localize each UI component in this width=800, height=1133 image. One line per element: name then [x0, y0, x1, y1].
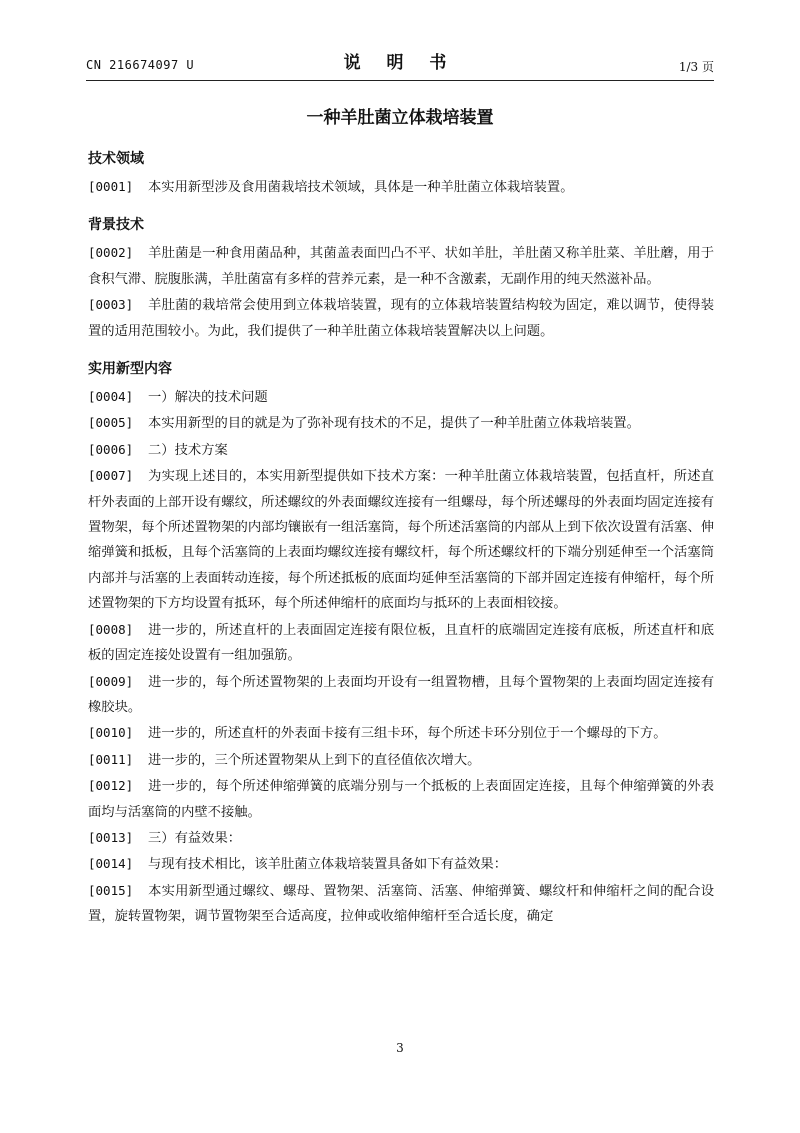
page-number: 3 — [396, 1041, 404, 1055]
paragraph-number: [0002] — [88, 245, 134, 261]
paragraph-text: 羊肚菌的栽培常会使用到立体栽培装置，现有的立体栽培装置结构较为固定，难以调节，使得装置的适用范围较小。为此，我们提供了一种羊肚菌立体栽培装置解决以上问题。 — [88, 298, 714, 339]
paragraph-number: [0005] — [88, 415, 134, 431]
page-fraction: 1/3 页 — [678, 60, 714, 74]
paragraph-text: 三）有益效果： — [148, 830, 242, 846]
paragraph — [88, 669, 714, 721]
paragraph — [88, 851, 714, 877]
paragraph-number: [0003] — [88, 297, 134, 313]
paragraph-number: [0011] — [88, 751, 134, 767]
paragraph — [88, 720, 714, 746]
paragraph-number: [0008] — [88, 621, 134, 637]
paragraph-text: 二）技术方案 — [148, 442, 228, 458]
doc-type: 说 明 书 — [343, 53, 457, 73]
header-rule — [86, 80, 714, 81]
paragraph-text: 进一步的，三个所述置物架从上到下的直径值依次增大。 — [148, 752, 481, 768]
section — [88, 358, 714, 930]
paragraph — [88, 747, 714, 773]
paragraph-text: 一）解决的技术问题 — [148, 390, 268, 406]
paragraph-text: 为实现上述目的，本实用新型提供如下技术方案：一种羊肚菌立体栽培装置，包括直杆，所述直杆外表面的上部开设有螺纹，所述螺纹的外表面螺纹连接有一组螺母，每个所述螺母的外表面均固定连接有置物架，每个所述置物架的内部均镶嵌有一组活塞筒，每个所述活塞筒的内部从上到下依次设置有活塞、伸缩弹簧和抵板，且每个活塞筒的上表面均螺纹连接有螺纹杆，每个所述螺纹杆的下端分别延伸至一个活塞筒内部并与活塞的上表面转动连接，每个所述抵板的底面均延伸至活塞筒的下部并固定连接有伸缩杆，每个所述置物架的下方均设置有抵环，每个所述伸缩杆的底面均与抵环的上表面相铰接。 — [88, 469, 714, 612]
paragraph-number: [0001] — [88, 179, 134, 194]
section — [88, 148, 714, 200]
paragraph-text: 进一步的，所述直杆的上表面固定连接有限位板，且直杆的底端固定连接有底板，所述直杆和底板的固定连接处设置有一组加强筋。 — [88, 622, 714, 664]
paragraph — [88, 384, 714, 410]
paragraph-text: 与现有技术相比，该羊肚菌立体栽培装置具备如下有益效果： — [148, 857, 508, 873]
section-heading: 实用新型内容 — [88, 361, 172, 378]
paragraph-number: [0010] — [88, 725, 134, 741]
paragraph — [88, 773, 714, 825]
paragraph-number: [0013] — [88, 829, 134, 845]
paragraph — [88, 878, 714, 930]
paragraph-number: [0015] — [88, 882, 134, 898]
paragraph-text: 本实用新型通过螺纹、螺母、置物架、活塞筒、活塞、伸缩弹簧、螺纹杆和伸缩杆之间的配合设置，旋转置物架，调节置物架至合适高度，拉伸或收缩伸缩杆至合适长度，确定 — [88, 883, 714, 925]
section — [88, 214, 714, 344]
paragraph-text: 进一步的，所述直杆的外表面卡接有三组卡环，每个所述卡环分别位于一个螺母的下方。 — [148, 726, 667, 742]
paragraph — [88, 825, 714, 851]
paragraph — [88, 292, 714, 344]
paragraph — [88, 174, 714, 200]
paragraph — [88, 410, 714, 436]
paragraph-number: [0007] — [88, 468, 134, 484]
paragraph-text: 本实用新型的目的就是为了弥补现有技术的不足，提供了一种羊肚菌立体栽培装置。 — [148, 416, 640, 432]
paragraph-number: [0004] — [88, 389, 134, 405]
document-body — [88, 148, 714, 944]
paragraph-text: 进一步的，每个所述置物架的上表面均开设有一组置物槽，且每个置物架的上表面均固定连接有橡胶块。 — [88, 674, 714, 715]
paragraph-number: [0012] — [88, 778, 134, 794]
paragraph — [88, 240, 714, 292]
section-heading: 背景技术 — [88, 217, 144, 234]
paragraph-text: 本实用新型涉及食用菌栽培技术领域，具体是一种羊肚菌立体栽培装置。 — [148, 180, 574, 195]
paragraph-text: 羊肚菌是一种食用菌品种，其菌盖表面凹凸不平、状如羊肚，羊肚菌又称羊肚菜、羊肚蘑，用于食积气滞、脘腹胀满，羊肚菌富有多样的营养元素，是一种不含激素，无副作用的纯天然滋补品。 — [88, 246, 714, 287]
section-heading: 技术领域 — [88, 151, 144, 167]
page-header — [86, 46, 714, 78]
paragraph-number: [0006] — [88, 441, 134, 457]
document-title: 一种羊肚菌立体栽培装置 — [306, 108, 494, 128]
paragraph — [88, 437, 714, 463]
paragraph — [88, 463, 714, 616]
doc-number: CN 216674097 U — [86, 58, 195, 72]
paragraph-number: [0014] — [88, 856, 134, 872]
paragraph-text: 进一步的，每个所述伸缩弹簧的底端分别与一个抵板的上表面固定连接，且每个伸缩弹簧的外表面均与活塞筒的内壁不接触。 — [88, 779, 714, 820]
paragraph — [88, 617, 714, 669]
paragraph-number: [0009] — [88, 673, 134, 689]
